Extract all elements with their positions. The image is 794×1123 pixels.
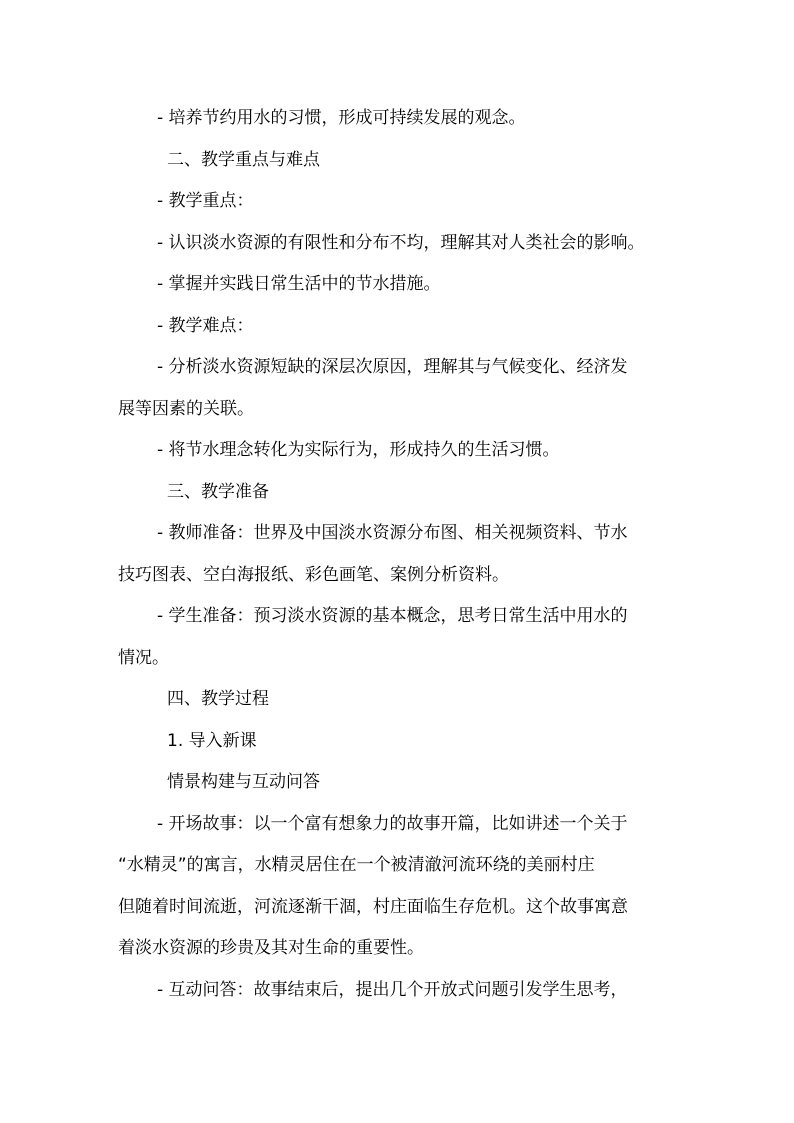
bullet-line-water-saving: - 掌握并实践日常生活中的节水措施。: [157, 274, 441, 294]
bullet-line-freshwater-limits: - 认识淡水资源的有限性和分布不均，理解其对人类社会的影响。: [157, 233, 645, 253]
heading-key-points: 二、教学重点与难点: [167, 150, 320, 170]
bullet-line-shortage-causes: - 分析淡水资源短缺的深层次原因，理解其与气候变化、经济发: [157, 357, 628, 377]
label-difficult-points: - 教学难点：: [157, 316, 254, 336]
paragraph-line-continuation: 但随着时间流逝，河流逐渐干涸，村庄面临生存危机。这个故事寓意: [118, 897, 628, 917]
bullet-line-opening-story: - 开场故事：以一个富有想象力的故事开篇，比如讲述一个关于: [157, 814, 628, 834]
paragraph-line-continuation: 展等因素的关联。: [118, 399, 254, 419]
paragraph-line-continuation: 技巧图表、空白海报纸、彩色画笔、案例分析资料。: [118, 565, 509, 585]
heading-preparation: 三、教学准备: [167, 482, 269, 502]
bullet-line-sustainable-habit: - 培养节约用水的习惯，形成可持续发展的观念。: [157, 108, 526, 128]
heading-process: 四、教学过程: [167, 689, 269, 709]
paragraph-line-continuation: 情况。: [118, 648, 169, 668]
bullet-line-interactive-qa: - 互动问答：故事结束后，提出几个开放式问题引发学生思考，: [157, 980, 628, 1000]
bullet-line-practice: - 将节水理念转化为实际行为，形成持久的生活习惯。: [157, 440, 560, 460]
paragraph-line-continuation: 着淡水资源的珍贵及其对生命的重要性。: [118, 938, 424, 958]
label-key-points: - 教学重点：: [157, 191, 254, 211]
subheading-intro: 1. 导入新课: [167, 731, 257, 751]
bullet-line-student-prep: - 学生准备：预习淡水资源的基本概念，思考日常生活中用水的: [157, 606, 628, 626]
bullet-line-teacher-prep: - 教师准备：世界及中国淡水资源分布图、相关视频资料、节水: [157, 523, 628, 543]
paragraph-line-continuation: “水精灵”的寓言，水精灵居住在一个被清澈河流环绕的美丽村庄: [118, 855, 595, 875]
subheading-scene: 情景构建与互动问答: [167, 772, 320, 792]
